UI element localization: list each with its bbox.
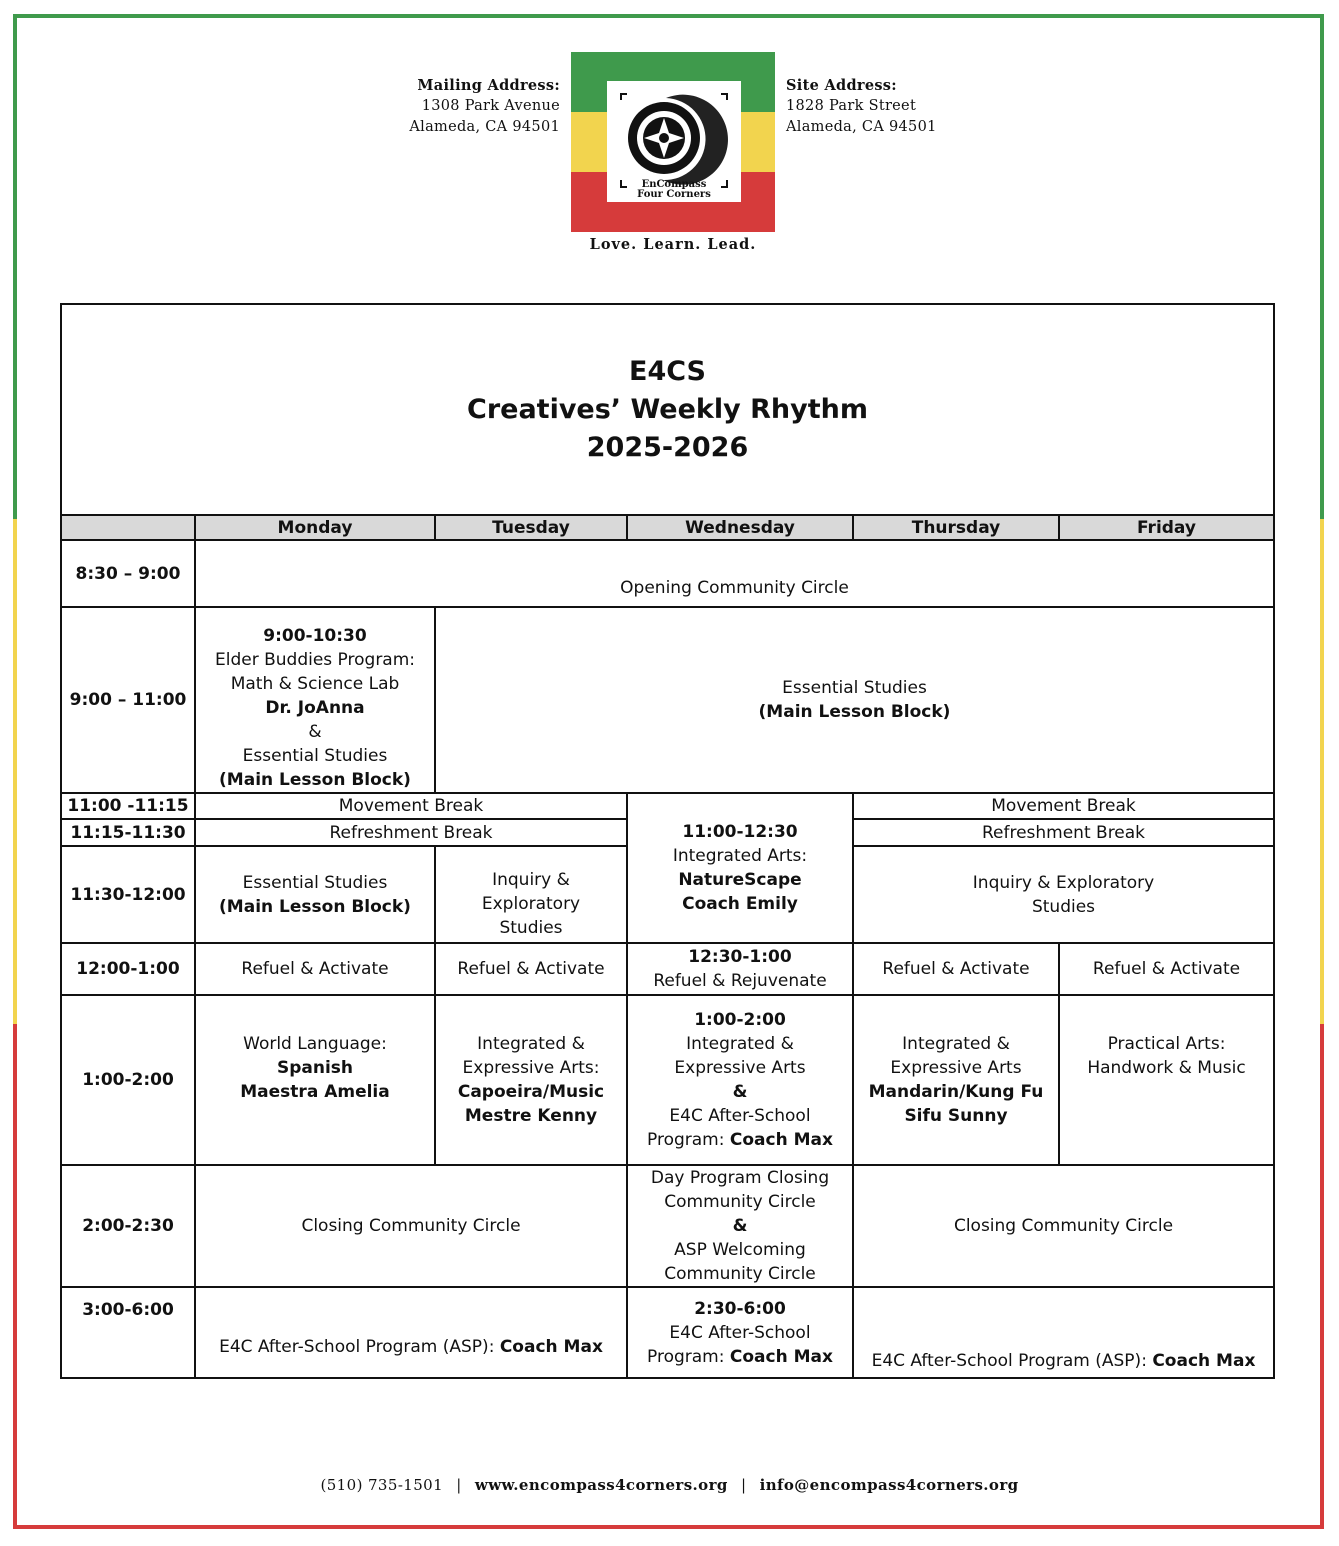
cell-text: Integrated & (902, 1034, 1010, 1054)
cell-text: Essential Studies (782, 678, 927, 698)
closing-circle-cell: Closing Community Circle (853, 1165, 1274, 1287)
logo-text-line1: EnCompass (641, 179, 707, 190)
refuel-cell: Refuel & Activate (853, 943, 1059, 995)
cell-text: Expressive Arts (890, 1058, 1022, 1078)
refuel-cell: Refuel & Activate (435, 943, 627, 995)
cell-text: Math & Science Lab (230, 674, 400, 694)
cell-text: NatureScape (678, 870, 802, 890)
cell-text: Exploratory (481, 894, 581, 914)
mailing-address-line1: 1308 Park Avenue (421, 98, 560, 114)
mailing-address-label: Mailing Address: (417, 77, 560, 94)
monday-elder-buddies-cell (195, 607, 435, 793)
teacher-name: Maestra Amelia (240, 1082, 390, 1102)
weekly-schedule-table (60, 303, 1275, 1379)
cell-text: Program: (647, 1346, 730, 1367)
cell-text: Spanish (276, 1058, 354, 1078)
friday-practical-arts-cell (1059, 995, 1274, 1165)
time-cell: 3:00-6:00 (61, 1287, 195, 1378)
essential-studies-cell (435, 607, 1274, 793)
cell-text: Community Circle (664, 1264, 816, 1284)
cell-text: Integrated Arts: (672, 846, 808, 866)
closing-circle-cell: Closing Community Circle (195, 1165, 627, 1287)
cell-text: Essential Studies (242, 872, 388, 893)
cell-time: 11:00-12:30 (682, 822, 798, 842)
cell-text: Integrated & (477, 1034, 585, 1054)
time-cell: 12:00-1:00 (61, 943, 195, 995)
corner-header (61, 515, 195, 540)
site-address-line2: Alameda, CA 94501 (786, 119, 937, 135)
coach-name: Coach Max (499, 1337, 603, 1357)
cell-text: E4C After-School (669, 1322, 811, 1343)
table-row (61, 793, 1274, 819)
teacher-name: Sifu Sunny (904, 1106, 1008, 1126)
tuesday-inquiry-cell (435, 846, 627, 943)
table-row (61, 995, 1274, 1165)
tuesday-capoeira-cell (435, 995, 627, 1165)
cell-text: & (732, 1216, 748, 1236)
tagline: Love. Learn. Lead. (589, 236, 757, 253)
cell-text: (Main Lesson Block) (758, 702, 951, 722)
frame-left-yellow (13, 519, 17, 1024)
frame-bottom (13, 1525, 1324, 1529)
frame-right-red (1320, 1024, 1324, 1529)
site-address-label: Site Address: (786, 77, 897, 94)
coach-name: Coach Max (729, 1130, 833, 1150)
time-cell: 9:00 – 11:00 (61, 607, 195, 793)
wednesday-refuel-cell (627, 943, 853, 995)
day-header-thursday: Thursday (853, 515, 1059, 540)
footer-email[interactable]: info@encompass4corners.org (759, 1476, 1019, 1494)
cell-time: 12:30-1:00 (688, 947, 792, 967)
movement-break-cell: Movement Break (853, 793, 1274, 819)
day-header-monday: Monday (195, 515, 435, 540)
table-row (61, 1287, 1274, 1378)
cell-text: Community Circle (664, 1192, 816, 1212)
after-school-cell (195, 1287, 627, 1378)
frame-right-yellow (1320, 519, 1324, 1024)
table-row (61, 607, 1274, 793)
time-cell: 8:30 – 9:00 (61, 540, 195, 607)
table-row (61, 540, 1274, 607)
teacher-name: Mestre Kenny (464, 1106, 598, 1126)
cell-time: 1:00-2:00 (694, 1010, 786, 1030)
table-row (61, 1165, 1274, 1287)
cell-text: Studies (1031, 896, 1096, 917)
after-school-cell (853, 1287, 1274, 1378)
cell-text (632, 1128, 848, 1152)
table-row (61, 943, 1274, 995)
frame-left-green (13, 14, 17, 519)
day-header-friday: Friday (1059, 515, 1274, 540)
cell-text: Practical Arts: (1107, 1034, 1226, 1054)
cell-text: Program: (647, 1130, 730, 1150)
mailing-address (409, 75, 560, 138)
cell-text: Refuel & Rejuvenate (653, 971, 827, 991)
time-cell: 11:15-11:30 (61, 819, 195, 846)
monday-essential-studies-cell (195, 846, 435, 943)
cell-text: E4C After-School (669, 1106, 811, 1126)
title-line1: E4CS (629, 355, 706, 387)
cell-text (632, 1345, 848, 1369)
site-address-line1: 1828 Park Street (786, 98, 917, 114)
refuel-cell: Refuel & Activate (1059, 943, 1274, 995)
title-row (61, 304, 1274, 515)
footer-separator: | (456, 1476, 462, 1494)
wednesday-closing-cell (627, 1165, 853, 1287)
coach-name: Coach Max (1152, 1351, 1256, 1371)
thursday-friday-inquiry-cell (853, 846, 1274, 943)
wednesday-integrated-cell (627, 995, 853, 1165)
refreshment-break-cell: Refreshment Break (853, 819, 1274, 846)
cell-text: Day Program Closing (650, 1168, 830, 1188)
cell-text: Integrated & (686, 1034, 794, 1054)
refreshment-break-cell: Refreshment Break (195, 819, 627, 846)
cell-time: 9:00-10:30 (263, 626, 367, 646)
logo-text-line2: Four Corners (637, 189, 711, 200)
cell-text: ASP Welcoming (674, 1240, 806, 1260)
time-cell: 1:00-2:00 (61, 995, 195, 1165)
frame-top (13, 14, 1324, 18)
teacher-name: Dr. JoAnna (265, 698, 365, 718)
footer-website[interactable]: www.encompass4corners.org (474, 1476, 728, 1494)
cell-time: 2:30-6:00 (694, 1298, 786, 1319)
cell-text: E4C After-School Program (ASP): (871, 1351, 1153, 1371)
wednesday-after-school-cell (627, 1287, 853, 1378)
title-line3: 2025-2026 (586, 431, 749, 463)
cell-text: Inquiry & Exploratory (972, 872, 1155, 893)
time-cell: 11:30-12:00 (61, 846, 195, 943)
cell-text: Expressive Arts (674, 1058, 806, 1078)
frame-left-red (13, 1024, 17, 1529)
encompass-logo (571, 52, 775, 232)
cell-text: Inquiry & (492, 870, 570, 890)
footer-phone: (510) 735-1501 (320, 1476, 444, 1494)
movement-break-cell: Movement Break (195, 793, 627, 819)
cell-text: E4C After-School Program (ASP): (219, 1337, 500, 1357)
cell-text: Expressive Arts: (462, 1058, 600, 1078)
coach-name: Coach Max (729, 1346, 833, 1367)
mailing-address-line2: Alameda, CA 94501 (409, 119, 560, 135)
cell-text: (Main Lesson Block) (219, 770, 411, 790)
refuel-cell: Refuel & Activate (195, 943, 435, 995)
day-header-row (61, 515, 1274, 540)
opening-circle-cell: Opening Community Circle (195, 540, 1274, 607)
time-cell: 2:00-2:30 (61, 1165, 195, 1287)
cell-text: & (308, 722, 322, 742)
cell-text: Mandarin/Kung Fu (868, 1082, 1044, 1102)
cell-text: Essential Studies (242, 746, 388, 766)
title-line2: Creatives’ Weekly Rhythm (467, 393, 868, 425)
monday-world-language-cell (195, 995, 435, 1165)
cell-text: & (732, 1082, 748, 1102)
site-address (786, 75, 937, 138)
wednesday-integrated-arts-cell (627, 793, 853, 943)
time-cell: 11:00 -11:15 (61, 793, 195, 819)
footer-separator: | (740, 1476, 747, 1494)
teacher-name: Coach Emily (682, 894, 798, 914)
cell-text: Studies (499, 918, 563, 938)
day-header-tuesday: Tuesday (435, 515, 627, 540)
cell-text: World Language: (243, 1034, 387, 1054)
cell-text: Elder Buddies Program: (214, 650, 416, 670)
cell-text: Handwork & Music (1087, 1058, 1246, 1078)
footer-contact (0, 1476, 1339, 1494)
thursday-kung-fu-cell (853, 995, 1059, 1165)
frame-right-green (1320, 14, 1324, 519)
day-header-wednesday: Wednesday (627, 515, 853, 540)
schedule-title (61, 304, 1274, 515)
cell-text: Capoeira/Music (457, 1082, 605, 1102)
cell-text: (Main Lesson Block) (219, 896, 411, 917)
